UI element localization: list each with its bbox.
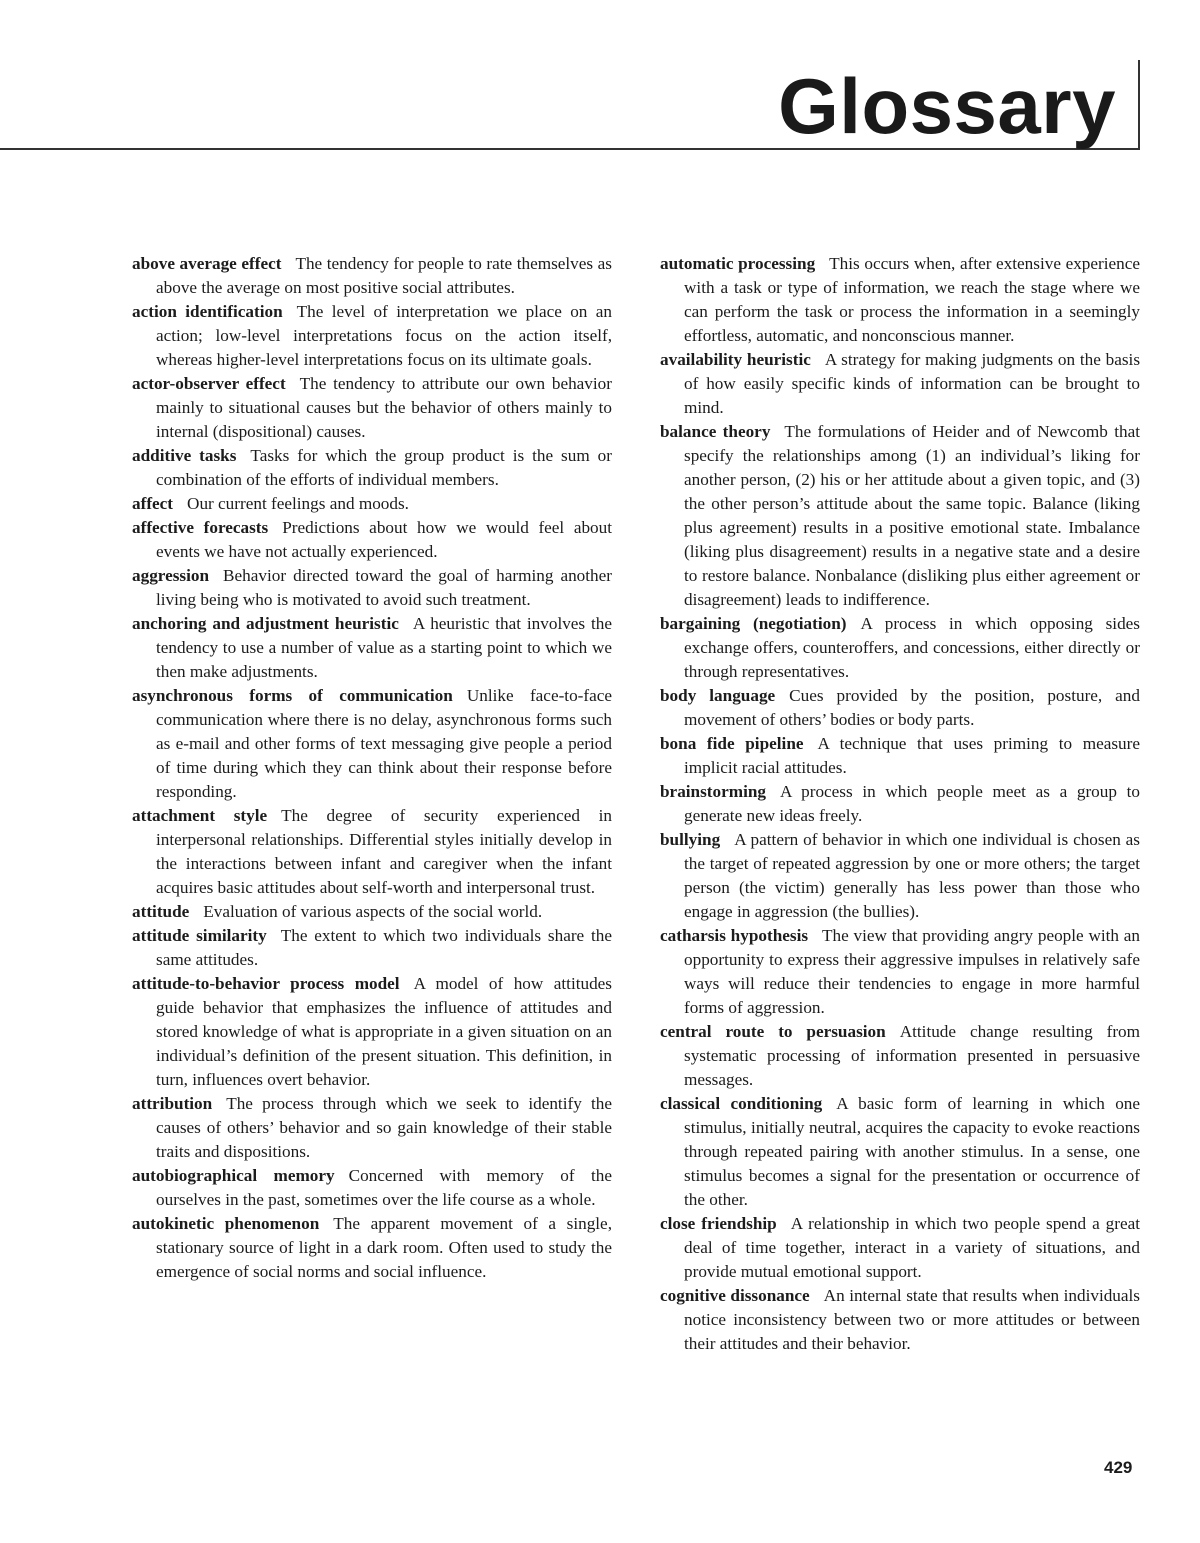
- glossary-entry: [660, 348, 1140, 420]
- glossary-entry: [132, 684, 612, 804]
- glossary-entry: [660, 780, 1140, 828]
- glossary-definition: A process in which opposing sides exchange offers, counteroffers, and concessions, either directly or through representatives.: [684, 614, 1140, 681]
- glossary-term: attitude similarity: [132, 926, 267, 945]
- glossary-term: above average effect: [132, 254, 282, 273]
- glossary-definition: Concerned with memory of the ourselves in the past, sometimes over the life course as a whole.: [156, 1166, 612, 1209]
- glossary-term: autokinetic phenomenon: [132, 1214, 320, 1233]
- glossary-term: actor-observer effect: [132, 374, 286, 393]
- glossary-term: aggression: [132, 566, 210, 585]
- glossary-entry: [660, 684, 1140, 732]
- glossary-definition: Predictions about how we would feel about events we have not actually experienced.: [156, 518, 613, 561]
- glossary-term: attitude-to-behavior process model: [132, 974, 400, 993]
- glossary-definition: A relationship in which two people spend a great deal of time together, interact in a variety of situations, and provide mutual emotional support.: [684, 1214, 1140, 1281]
- glossary-entry: [660, 612, 1140, 684]
- glossary-entry: [132, 972, 612, 1092]
- glossary-entry: [132, 804, 612, 900]
- glossary-entry: [132, 1164, 612, 1212]
- page-title: Glossary: [778, 62, 1116, 150]
- glossary-definition: Tasks for which the group product is the sum or combination of the efforts of individual members.: [156, 446, 612, 489]
- glossary-definition: The extent to which two individuals share the same attitudes.: [156, 926, 612, 969]
- glossary-entry: [660, 1020, 1140, 1092]
- glossary-column-right: [660, 252, 1140, 1356]
- glossary-definition: Unlike face-to-face communication where there is no delay, asynchronous forms such as e-mail and other forms of text messaging give people a period of time during which they can think about their response before responding.: [156, 686, 612, 801]
- glossary-term: affect: [132, 494, 174, 513]
- glossary-definition: Attitude change resulting from systematic processing of information presented in persuasive messages.: [684, 1022, 1140, 1089]
- glossary-term: classical conditioning: [660, 1094, 823, 1113]
- glossary-entry: [132, 900, 612, 924]
- glossary-definition: The tendency for people to rate themselves as above the average on most positive social attributes.: [156, 254, 612, 297]
- glossary-entry: [132, 1212, 612, 1284]
- glossary-entry: [660, 732, 1140, 780]
- header-rule-vertical: [1138, 60, 1140, 150]
- glossary-entry: [132, 564, 612, 612]
- glossary-entry: [660, 924, 1140, 1020]
- glossary-entry: [660, 1212, 1140, 1284]
- glossary-term: close friendship: [660, 1214, 777, 1233]
- glossary-entry: [132, 516, 612, 564]
- glossary-term: automatic processing: [660, 254, 816, 273]
- glossary-term: attribution: [132, 1094, 213, 1113]
- page-number: 429: [1104, 1458, 1133, 1477]
- glossary-entry: [132, 252, 612, 300]
- glossary-term: affective forecasts: [132, 518, 269, 537]
- glossary-definition: The apparent movement of a single, stationary source of light in a dark room. Often used to study the emergence of social norms and social influence.: [156, 1214, 612, 1281]
- glossary-term: brainstorming: [660, 782, 766, 801]
- glossary-definition: Behavior directed toward the goal of harming another living being who is motivated to avoid such treatment.: [156, 566, 612, 609]
- glossary-definition: A pattern of behavior in which one individual is chosen as the target of repeated aggression by one or more others; the target person (the victim) generally has less power than those who engage in aggression (the bullies).: [684, 830, 1140, 921]
- glossary-definition: A technique that uses priming to measure implicit racial attitudes.: [684, 734, 1140, 777]
- glossary-definition: This occurs when, after extensive experience with a task or type of information, we reach the stage where we can perform the task or process the information in a seemingly effortless, automatic, and nonconscious manner.: [684, 254, 1141, 345]
- glossary-definition: A model of how attitudes guide behavior that emphasizes the influence of attitudes and stored knowledge of what is appropriate in a given situation on an individual’s definition of the present situation. This definition, in turn, influences overt behavior.: [156, 974, 612, 1089]
- glossary-entry: [132, 300, 612, 372]
- glossary-term: autobiographical memory: [132, 1166, 335, 1185]
- glossary-definition: Cues provided by the position, posture, and movement of others’ bodies or body parts.: [684, 686, 1140, 729]
- glossary-term: asynchronous forms of communication: [132, 686, 453, 705]
- glossary-entry: [660, 1092, 1140, 1212]
- glossary-definition: A heuristic that involves the tendency to use a number of value as a starting point to which we then make adjustments.: [156, 614, 612, 681]
- glossary-entry: [132, 372, 612, 444]
- glossary-term: balance theory: [660, 422, 771, 441]
- glossary-entry: [132, 1092, 612, 1164]
- glossary-term: bullying: [660, 830, 721, 849]
- glossary-term: body language: [660, 686, 776, 705]
- glossary-term: attitude: [132, 902, 190, 921]
- glossary-definition: An internal state that results when individuals notice inconsistency between two or more attitudes or between their attitudes and their behavior.: [684, 1286, 1140, 1353]
- glossary-definition: The process through which we seek to identify the causes of others’ behavior and so gain knowledge of their stable traits and dispositions.: [156, 1094, 612, 1161]
- glossary-definition: Our current feelings and moods.: [187, 494, 409, 513]
- glossary-entry: [132, 444, 612, 492]
- glossary-entry: [660, 420, 1140, 612]
- glossary-term: bona fide pipeline: [660, 734, 804, 753]
- glossary-definition: Evaluation of various aspects of the social world.: [203, 902, 543, 921]
- glossary-term: catharsis hypothesis: [660, 926, 809, 945]
- glossary-definition: The view that providing angry people with an opportunity to express their aggressive impulses in relatively safe ways will reduce their tendencies to engage in more harmful forms of aggression.: [684, 926, 1141, 1017]
- glossary-term: additive tasks: [132, 446, 237, 465]
- glossary-term: cognitive dissonance: [660, 1286, 810, 1305]
- glossary-definition: A basic form of learning in which one stimulus, initially neutral, acquires the capacity to evoke reactions through repeated pairing with another stimulus. In a sense, one stimulus becomes a signal for the presentation or occurrence of the other.: [684, 1094, 1141, 1209]
- glossary-term: action identification: [132, 302, 283, 321]
- glossary-definition: The tendency to attribute our own behavior mainly to situational causes but the behavior of others mainly to internal (dispositional) causes.: [156, 374, 612, 441]
- glossary-definition: The level of interpretation we place on an action; low-level interpretations focus on the action itself, whereas higher-level interpretations focus on its ultimate goals.: [156, 302, 612, 369]
- glossary-definition: A process in which people meet as a group to generate new ideas freely.: [684, 782, 1140, 825]
- glossary-entry: [132, 492, 612, 516]
- glossary-term: availability heuristic: [660, 350, 811, 369]
- glossary-definition: The formulations of Heider and of Newcomb that specify the relationships among (1) an individual’s liking for another person, (2) his or her attitude about a given topic, and (3) the other person’s attitude about the same topic. Balance (liking plus agreement) results in a positive emotional state. Imbalance (liking plus disagreement) results in a negative state and a desire to restore balance. Nonbalance (disliking plus either agreement or disagreement) leads to indifference.: [684, 422, 1140, 609]
- glossary-entry: [660, 828, 1140, 924]
- glossary-definition: A strategy for making judgments on the basis of how easily specific kinds of information can be brought to mind.: [684, 350, 1141, 417]
- glossary-entry: [132, 612, 612, 684]
- glossary-term: attachment style: [132, 806, 268, 825]
- glossary-entry: [132, 924, 612, 972]
- glossary-term: bargaining (negotiation): [660, 614, 847, 633]
- glossary-term: anchoring and adjustment heuristic: [132, 614, 399, 633]
- glossary-column-left: [132, 252, 612, 1284]
- glossary-definition: The degree of security experienced in interpersonal relationships. Differential styles initially develop in the interactions between infant and caregiver when the infant acquires basic attitudes about self-worth and interpersonal trust.: [156, 806, 612, 897]
- glossary-term: central route to persuasion: [660, 1022, 886, 1041]
- glossary-entry: [660, 252, 1140, 348]
- glossary-entry: [660, 1284, 1140, 1356]
